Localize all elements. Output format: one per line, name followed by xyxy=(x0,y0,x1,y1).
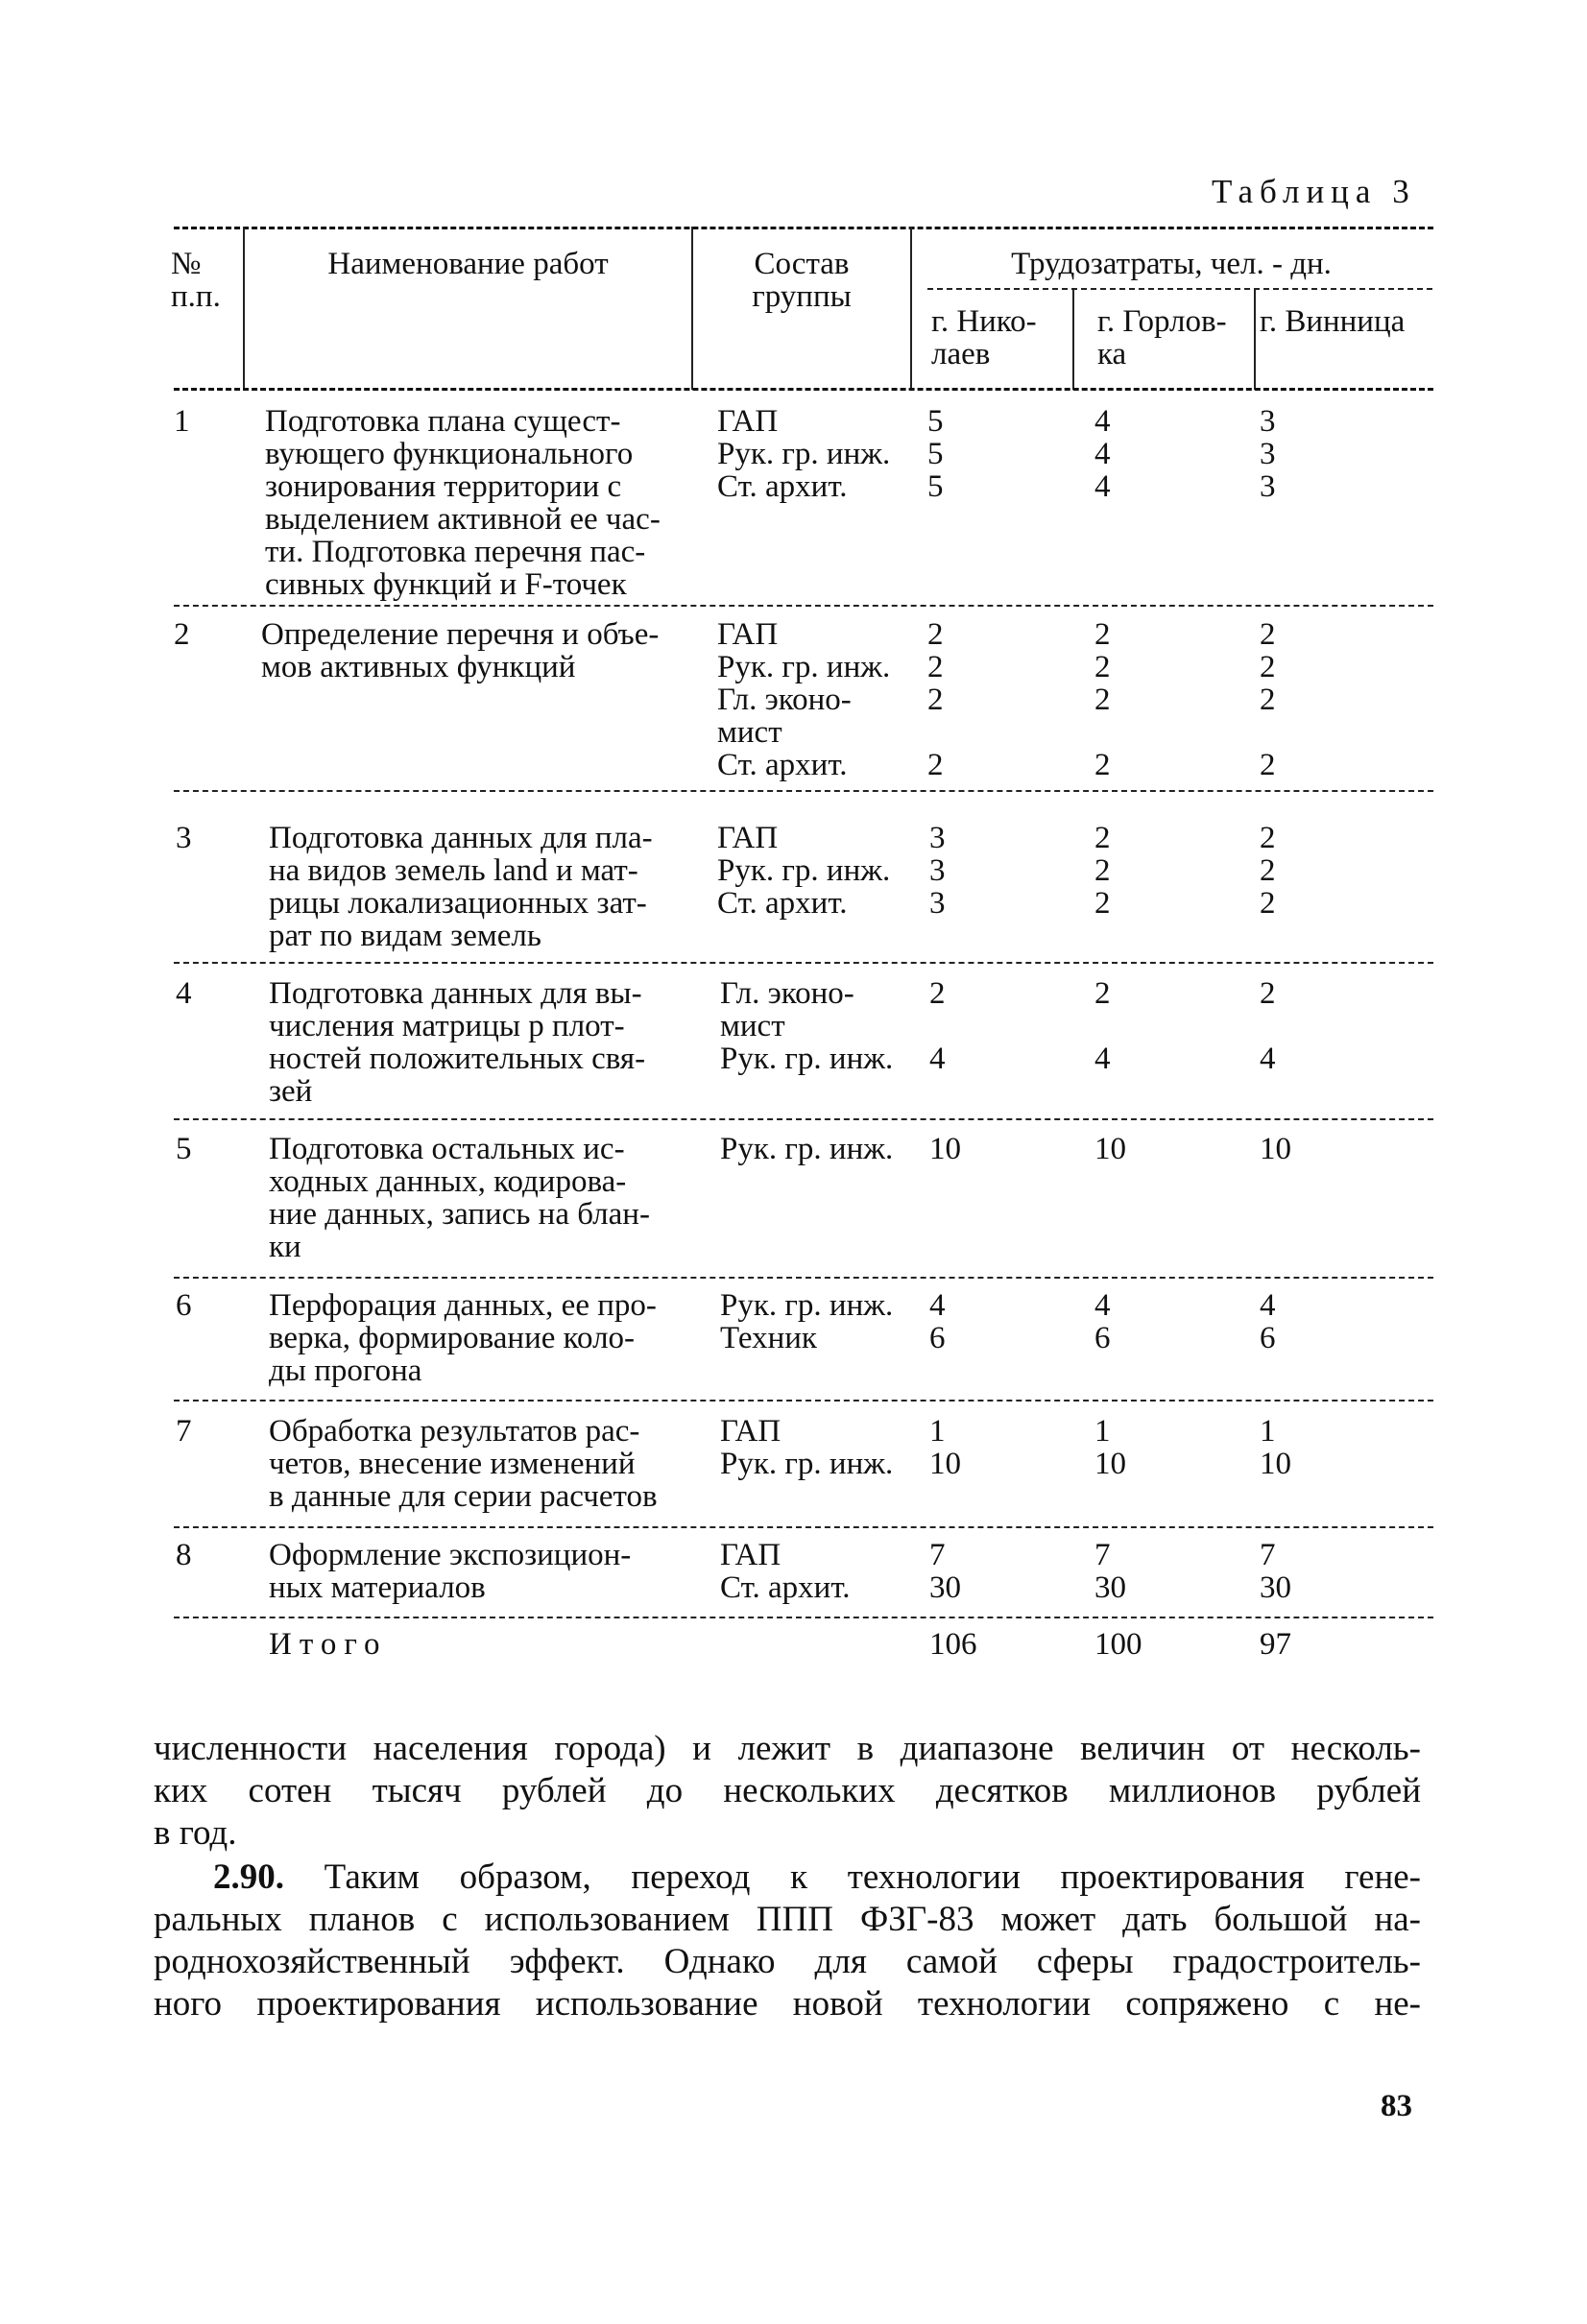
row-2-city-3-value: 2 xyxy=(1260,650,1276,684)
row-8-city-1-value: 7 xyxy=(929,1538,946,1572)
row-6-city-1-value: 4 xyxy=(929,1288,946,1323)
row-4-city-3 xyxy=(1260,977,1276,1075)
row-3-group-line: ГАП xyxy=(717,821,779,855)
row-3-city-1 xyxy=(929,822,946,920)
row-1-group xyxy=(717,405,890,503)
row-5-city-1 xyxy=(929,1133,961,1165)
row-1-name-line: ти. Подготовка перечня пас- xyxy=(265,535,646,569)
header-city-1-line2: лаев xyxy=(931,337,991,371)
row-2-name-line: мов активных функций xyxy=(261,650,576,684)
row-4-name xyxy=(269,977,645,1108)
header-group xyxy=(693,248,910,313)
row-2-city-2-value: 2 xyxy=(1094,748,1111,782)
row-2-city-1-value: 2 xyxy=(927,748,944,782)
row-7-group xyxy=(720,1415,893,1480)
row-7-group-line: Рук. гр. инж. xyxy=(720,1447,894,1481)
row-1-city-1-value: 5 xyxy=(927,469,944,504)
row-2-group-line: ГАП xyxy=(717,617,779,652)
row-3-group-line: Ст. архит. xyxy=(717,886,848,921)
row-4-city-2-value: 2 xyxy=(1094,976,1111,1011)
paragraph-line: ральных планов с использованием ППП ФЗГ-83 может дать большой на- xyxy=(154,1900,1421,1939)
row-5-city-1-value: 10 xyxy=(929,1132,961,1166)
row-2-city-1-value: 2 xyxy=(927,650,944,684)
row-6-name xyxy=(269,1289,657,1387)
row-1-city-3-value: 3 xyxy=(1260,469,1276,504)
row-7-name-line: в данные для серии расчетов xyxy=(269,1479,658,1514)
row-3-city-1-value: 3 xyxy=(929,853,946,888)
row-7-num: 7 xyxy=(176,1414,192,1449)
row-2-city-3-value: 2 xyxy=(1260,748,1276,782)
row-separator xyxy=(174,1526,1433,1528)
row-1-num: 1 xyxy=(174,404,190,439)
row-4-group-line: мист xyxy=(720,1009,785,1043)
row-4-num: 4 xyxy=(176,976,192,1011)
header-city-2-line1: г. Горлов- xyxy=(1097,304,1227,339)
row-8-city-2-value: 30 xyxy=(1094,1570,1126,1605)
paragraph-line: Таким образом, переход к технологии проектирования гене- xyxy=(324,1857,1422,1897)
row-3-name xyxy=(269,822,653,952)
row-4-group-line: Рук. гр. инж. xyxy=(720,1042,894,1076)
row-8-group-line: Ст. архит. xyxy=(720,1570,851,1605)
total-label: Итого xyxy=(269,1627,388,1662)
row-separator xyxy=(174,790,1433,792)
row-2-city-3 xyxy=(1260,618,1276,781)
row-3-num: 3 xyxy=(176,821,192,855)
row-1-city-3 xyxy=(1260,405,1276,503)
row-8-name-line: ных материалов xyxy=(269,1570,486,1605)
row-5-city-2-value: 10 xyxy=(1094,1132,1126,1166)
row-6-name-line: верка, формирование коло- xyxy=(269,1321,636,1355)
row-1-group-line: Рук. гр. инж. xyxy=(717,437,891,471)
row-7-city-3-value: 10 xyxy=(1260,1447,1291,1481)
row-1-city-1 xyxy=(927,405,944,503)
row-2-group-line: Рук. гр. инж. xyxy=(717,650,891,684)
row-6-city-3-value: 4 xyxy=(1260,1288,1276,1323)
row-1-city-1-value: 5 xyxy=(927,404,944,439)
labor-subheader-rule xyxy=(927,288,1432,290)
row-6-city-2 xyxy=(1094,1289,1111,1354)
header-city-1 xyxy=(931,305,1037,371)
row-6-name-line: ды прогона xyxy=(269,1354,422,1388)
header-city-1-line1: г. Нико- xyxy=(931,304,1037,339)
col-divider-4 xyxy=(1072,290,1074,390)
row-6-group xyxy=(720,1289,893,1354)
row-3-city-3 xyxy=(1260,822,1276,920)
row-4-city-3-value xyxy=(1260,1010,1276,1042)
row-7-city-1 xyxy=(929,1415,961,1480)
row-separator xyxy=(174,1617,1433,1618)
header-num-line2: п.п. xyxy=(171,279,221,314)
paragraph-line: численности населения города) и лежит в диапазоне величин от несколь- xyxy=(154,1729,1421,1768)
paragraph-line: ного проектирования использование новой технологии сопряжено с не- xyxy=(154,1984,1421,2024)
header-num-line1: № xyxy=(171,247,202,281)
header-labor: Трудозатраты, чел. - дн. xyxy=(1011,247,1332,281)
row-3-city-3-value: 2 xyxy=(1260,821,1276,855)
row-6-city-3 xyxy=(1260,1289,1276,1354)
row-7-name-line: Обработка результатов рас- xyxy=(269,1414,640,1449)
row-8-city-1 xyxy=(929,1539,961,1604)
row-1-name-line: Подготовка плана сущест- xyxy=(265,404,621,439)
row-2-city-2-value: 2 xyxy=(1094,650,1111,684)
row-5-group-line: Рук. гр. инж. xyxy=(720,1132,894,1166)
row-4-city-1-value xyxy=(929,1010,946,1042)
row-4-name-line: ностей положительных свя- xyxy=(269,1042,646,1076)
paragraph-first-line xyxy=(154,1857,1421,1899)
row-1-city-3-value: 3 xyxy=(1260,404,1276,439)
row-separator xyxy=(174,605,1433,607)
row-2-city-2-value: 2 xyxy=(1094,683,1111,717)
row-3-group xyxy=(717,822,890,920)
section-number: 2.90. xyxy=(213,1857,284,1897)
header-group-line1: Состав xyxy=(754,247,850,281)
row-separator xyxy=(174,962,1433,964)
row-2-city-3-value: 2 xyxy=(1260,617,1276,652)
row-1-group-line: Ст. архит. xyxy=(717,469,848,504)
row-5-city-3 xyxy=(1260,1133,1291,1165)
row-2-name xyxy=(261,618,659,683)
row-3-city-3-value: 2 xyxy=(1260,853,1276,888)
row-5-name-line: ние данных, запись на блан- xyxy=(269,1197,650,1232)
row-1-name-line: вующего функционального xyxy=(265,437,634,471)
row-7-city-2-value: 10 xyxy=(1094,1447,1126,1481)
row-8-city-3-value: 7 xyxy=(1260,1538,1276,1572)
row-8-city-2 xyxy=(1094,1539,1126,1604)
row-2-city-1-value: 2 xyxy=(927,617,944,652)
row-2-city-1 xyxy=(927,618,944,781)
row-5-name xyxy=(269,1133,650,1263)
row-5-name-line: ки xyxy=(269,1230,301,1264)
paragraph-continuation xyxy=(154,1728,1421,1855)
row-4-city-1-value: 2 xyxy=(929,976,946,1011)
row-6-num: 6 xyxy=(176,1288,192,1323)
row-2-group-line: Гл. эконо- xyxy=(717,683,852,717)
header-num xyxy=(171,248,221,313)
row-4-city-2-value xyxy=(1094,1010,1111,1042)
row-separator xyxy=(174,1400,1433,1402)
row-4-city-3-value: 2 xyxy=(1260,976,1276,1011)
paragraph-2-90 xyxy=(154,1857,1421,2025)
row-3-city-2-value: 2 xyxy=(1094,853,1111,888)
row-1-city-2-value: 4 xyxy=(1094,437,1111,471)
row-4-city-2 xyxy=(1094,977,1111,1075)
row-3-city-2-value: 2 xyxy=(1094,886,1111,921)
paragraph-line: роднохозяйственный эффект. Однако для самой сферы градостроитель- xyxy=(154,1942,1421,1981)
row-8-city-2-value: 7 xyxy=(1094,1538,1111,1572)
row-3-city-1-value: 3 xyxy=(929,821,946,855)
row-7-name xyxy=(269,1415,658,1513)
row-2-city-3-value: 2 xyxy=(1260,683,1276,717)
row-6-city-2-value: 6 xyxy=(1094,1321,1111,1355)
row-separator xyxy=(174,1277,1433,1279)
total-city-1: 106 xyxy=(929,1627,977,1662)
row-1-name xyxy=(265,405,661,601)
row-4-name-line: числения матрицы p плот- xyxy=(269,1009,625,1043)
row-4-group-line: Гл. эконо- xyxy=(720,976,854,1011)
header-city-2 xyxy=(1097,305,1227,371)
header-bottom-rule xyxy=(174,388,1433,391)
row-1-group-line: ГАП xyxy=(717,404,779,439)
row-2-city-3-value xyxy=(1260,716,1276,749)
row-3-city-2-value: 2 xyxy=(1094,821,1111,855)
row-6-group-line: Техник xyxy=(720,1321,817,1355)
col-divider-5 xyxy=(1254,290,1256,390)
row-2-num: 2 xyxy=(174,617,190,652)
row-2-group-line: Ст. архит. xyxy=(717,748,848,782)
total-city-3: 97 xyxy=(1260,1627,1291,1662)
row-2-group-line: мист xyxy=(717,715,782,750)
header-name: Наименование работ xyxy=(327,247,609,281)
row-1-name-line: выделением активной ее час- xyxy=(265,502,661,537)
page-number: 83 xyxy=(1381,2089,1412,2123)
paragraph-line: ких сотен тысяч рублей до нескольких десятков миллионов рублей xyxy=(154,1771,1421,1810)
row-8-group xyxy=(720,1539,851,1604)
row-6-group-line: Рук. гр. инж. xyxy=(720,1288,894,1323)
row-1-city-2-value: 4 xyxy=(1094,404,1111,439)
row-8-city-3 xyxy=(1260,1539,1291,1604)
row-6-city-2-value: 4 xyxy=(1094,1288,1111,1323)
row-7-city-3-value: 1 xyxy=(1260,1414,1276,1449)
header-group-line2: группы xyxy=(752,279,852,314)
row-4-city-1-value: 4 xyxy=(929,1042,946,1076)
row-4-group xyxy=(720,977,893,1075)
total-city-2: 100 xyxy=(1094,1627,1142,1662)
header-city-3: г. Винница xyxy=(1260,304,1406,339)
row-5-city-3-value: 10 xyxy=(1260,1132,1291,1166)
row-1-city-2 xyxy=(1094,405,1111,503)
row-5-num: 5 xyxy=(176,1132,192,1166)
row-2-city-1-value xyxy=(927,716,944,749)
table-caption: Таблица 3 xyxy=(1212,173,1416,210)
row-5-name-line: Подготовка остальных ис- xyxy=(269,1132,625,1166)
row-4-city-1 xyxy=(929,977,946,1075)
row-7-city-3 xyxy=(1260,1415,1291,1480)
row-1-name-line: зонирования территории с xyxy=(265,469,622,504)
row-6-city-1-value: 6 xyxy=(929,1321,946,1355)
row-2-city-2 xyxy=(1094,618,1111,781)
row-2-group xyxy=(717,618,890,781)
row-7-group-line: ГАП xyxy=(720,1414,781,1449)
row-separator xyxy=(174,1118,1433,1120)
header-top-rule xyxy=(174,227,1433,229)
row-8-name xyxy=(269,1539,631,1604)
row-3-name-line: рат по видам земель xyxy=(269,919,541,953)
row-6-city-3-value: 6 xyxy=(1260,1321,1276,1355)
row-7-city-1-value: 1 xyxy=(929,1414,946,1449)
row-4-name-line: Подготовка данных для вы- xyxy=(269,976,642,1011)
row-8-city-1-value: 30 xyxy=(929,1570,961,1605)
row-3-group-line: Рук. гр. инж. xyxy=(717,853,891,888)
header-city-2-line2: ка xyxy=(1097,337,1127,371)
row-7-city-2 xyxy=(1094,1415,1126,1480)
row-2-name-line: Определение перечня и объе- xyxy=(261,617,660,652)
row-5-group xyxy=(720,1133,893,1165)
row-3-city-2 xyxy=(1094,822,1111,920)
row-5-city-2 xyxy=(1094,1133,1126,1165)
row-1-city-3-value: 3 xyxy=(1260,437,1276,471)
paragraph-line: в год. xyxy=(154,1813,237,1853)
row-3-name-line: рицы локализационных зат- xyxy=(269,886,647,921)
row-6-city-1 xyxy=(929,1289,946,1354)
row-8-num: 8 xyxy=(176,1538,192,1572)
row-8-name-line: Оформление экспозицион- xyxy=(269,1538,632,1572)
row-3-name-line: на видов земель land и мат- xyxy=(269,853,638,888)
row-1-name-line: сивных функций и F-точек xyxy=(265,567,627,602)
row-2-city-1-value: 2 xyxy=(927,683,944,717)
row-1-city-2-value: 4 xyxy=(1094,469,1111,504)
row-6-name-line: Перфорация данных, ее про- xyxy=(269,1288,657,1323)
row-3-name-line: Подготовка данных для пла- xyxy=(269,821,653,855)
row-4-city-3-value: 4 xyxy=(1260,1042,1276,1076)
row-2-city-2-value xyxy=(1094,716,1111,749)
row-3-city-1-value: 3 xyxy=(929,886,946,921)
row-8-city-3-value: 30 xyxy=(1260,1570,1291,1605)
row-4-name-line: зей xyxy=(269,1074,313,1109)
row-5-name-line: ходных данных, кодирова- xyxy=(269,1164,627,1199)
row-7-city-2-value: 1 xyxy=(1094,1414,1111,1449)
row-7-name-line: четов, внесение изменений xyxy=(269,1447,636,1481)
row-4-city-2-value: 4 xyxy=(1094,1042,1111,1076)
row-1-city-1-value: 5 xyxy=(927,437,944,471)
row-3-city-3-value: 2 xyxy=(1260,886,1276,921)
row-8-group-line: ГАП xyxy=(720,1538,781,1572)
row-2-city-2-value: 2 xyxy=(1094,617,1111,652)
row-7-city-1-value: 10 xyxy=(929,1447,961,1481)
